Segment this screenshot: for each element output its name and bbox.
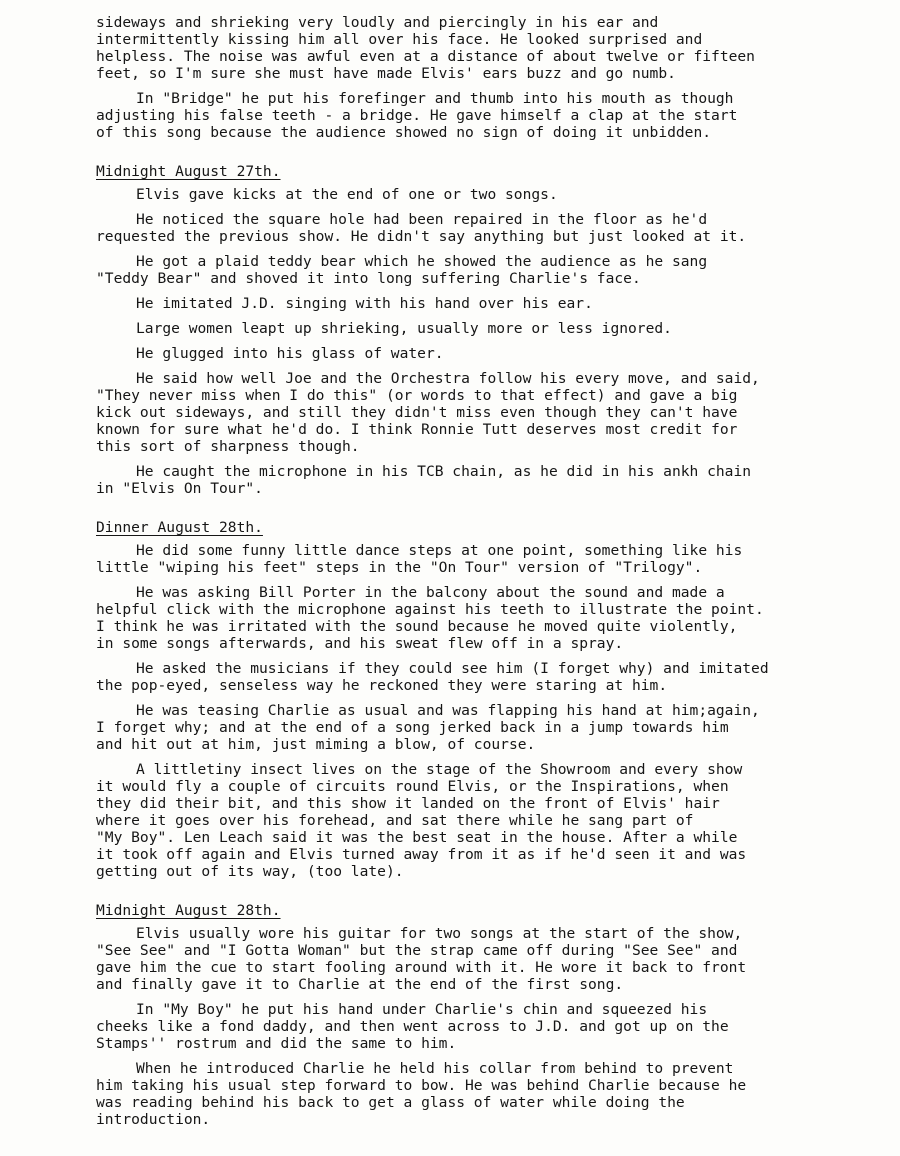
paragraph: He imitated J.D. singing with his hand over his ear.: [136, 295, 593, 312]
section-midnight-aug-28: [96, 888, 856, 1128]
section-continued: [96, 14, 856, 141]
paragraph: Large women leapt up shrieking, usually more or less ignored.: [136, 320, 672, 337]
paragraph: He glugged into his glass of water.: [136, 345, 444, 362]
section-heading: Midnight August 28th.: [96, 902, 281, 919]
section-dinner-aug-28: [96, 505, 856, 880]
section-midnight-aug-27: [96, 149, 856, 497]
paragraph: A littletiny insect lives on the stage of the Showroom and every show it would fly a couple of circuits round Elvis, or the Inspirations, when they did their bit, and this show it landed on the front of Elvis' hair where it goes over his forehead, and sat there while he sang part of "My Boy". Len Leach said it was the best seat in the house. After a while it took off again and Elvis turned away from it as if he'd seen it and was getting out of its way, (too late).: [96, 761, 747, 880]
paragraph: In "My Boy" he put his hand under Charlie's chin and squeezed his cheeks like a fond daddy, and then went across to J.D. and got up on the Stamps'' rostrum and did the same to him.: [96, 1001, 729, 1052]
paragraph: sideways and shrieking very loudly and piercingly in his ear and intermittently kissing him all over his face. He looked surprised and helpless. The noise was awful even at a distance of about twelve or fifteen feet, so I'm sure she must have made Elvis' ears buzz and go numb.: [96, 14, 755, 82]
paragraph: He was teasing Charlie as usual and was flapping his hand at him;again, I forget why; and at the end of a song jerked back in a jump towards him and hit out at him, just miming a blow, of course.: [96, 702, 760, 753]
paragraph: He was asking Bill Porter in the balcony about the sound and made a helpful click with the microphone against his teeth to illustrate the point. I think he was irritated with the sound because he moved quite violently, in some songs afterwards, and his sweat flew off in a spray.: [96, 584, 764, 652]
paragraph: He caught the microphone in his TCB chain, as he did in his ankh chain in "Elvis On Tour".: [96, 463, 752, 497]
paragraph: He asked the musicians if they could see him (I forget why) and imitated the pop-eyed, senseless way he reckoned they were staring at him.: [96, 660, 769, 694]
paragraph: He did some funny little dance steps at one point, something like his little "wiping his feet" steps in the "On Tour" version of "Trilogy".: [96, 542, 743, 576]
paragraph: He noticed the square hole had been repaired in the floor as he'd requested the previous show. He didn't say anything but just looked at it.: [96, 211, 747, 245]
paragraph: Elvis usually wore his guitar for two songs at the start of the show, "See See" and "I Gotta Woman" but the strap came off during "See See" and gave him the cue to start fooling around with it. He wore it back to front and finally gave it to Charlie at the end of the first song.: [96, 925, 747, 993]
paragraph: He said how well Joe and the Orchestra follow his every move, and said, "They never miss when I do this" (or words to that effect) and gave a big kick out sideways, and still they didn't miss even though they can't have known for sure what he'd do. I think Ronnie Tutt deserves most credit for this sort of sharpness though.: [96, 370, 760, 455]
paragraph: He got a plaid teddy bear which he showed the audience as he sang "Teddy Bear" and shoved it into long suffering Charlie's face.: [96, 253, 708, 287]
paragraph: Elvis gave kicks at the end of one or two songs.: [136, 186, 558, 203]
section-heading: Dinner August 28th.: [96, 519, 263, 536]
paragraph: When he introduced Charlie he held his collar from behind to prevent him taking his usual step forward to bow. He was behind Charlie because he was reading behind his back to get a glass of water while doing the introduction.: [96, 1060, 747, 1128]
section-heading: Midnight August 27th.: [96, 163, 281, 180]
paragraph: In "Bridge" he put his forefinger and thumb into his mouth as though adjusting his false teeth - a bridge. He gave himself a clap at the start of this song because the audience showed no sign of doing it unbidden.: [96, 90, 738, 141]
